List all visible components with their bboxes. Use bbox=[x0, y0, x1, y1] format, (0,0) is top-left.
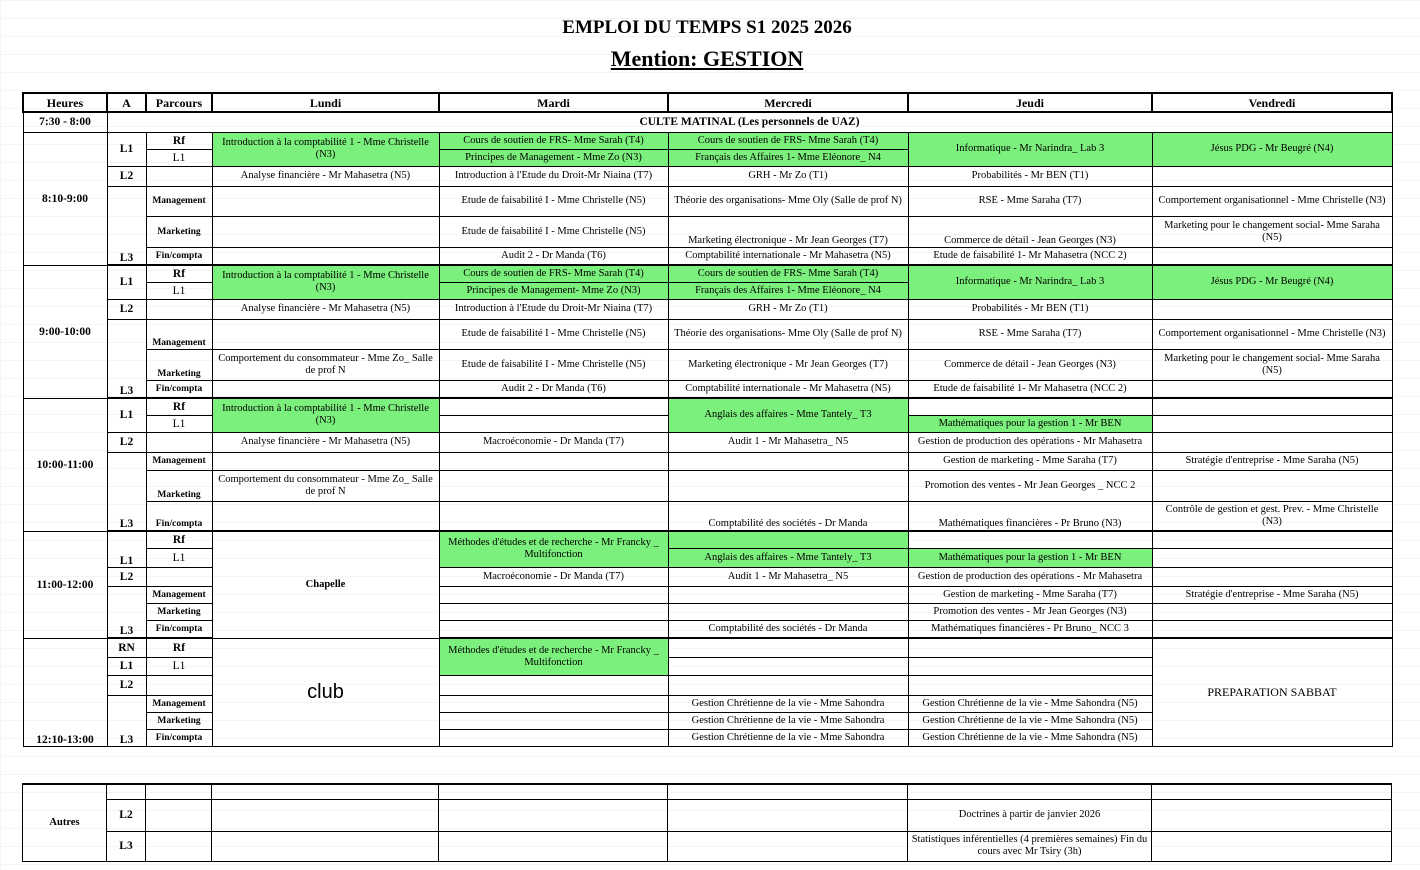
parcours-cell: L1 bbox=[146, 657, 212, 675]
course-cell: Etude de faisabilité I - Mme Christelle (N5) bbox=[439, 349, 668, 380]
parcours-cell: L1 bbox=[146, 415, 212, 432]
level-cell: L2 bbox=[107, 299, 146, 319]
parcours-cell: Management bbox=[146, 695, 212, 712]
course-cell: Français des Affaires 1- Mme Eléonore_ N4 bbox=[668, 282, 908, 299]
table-row bbox=[23, 831, 1392, 861]
parcours-cell bbox=[146, 675, 212, 695]
table-row bbox=[23, 638, 1392, 657]
course-cell: GRH - Mr Zo (T1) bbox=[668, 166, 908, 186]
course-cell: Probabilités - Mr BEN (T1) bbox=[908, 299, 1152, 319]
parcours-cell: L1 bbox=[146, 282, 212, 299]
table-row bbox=[23, 432, 1392, 452]
chapelle-cell: Chapelle bbox=[212, 531, 439, 638]
course-cell: Statistiques inférentielles (4 premières semaines) Fin du cours avec Mr Tsiry (3h) bbox=[908, 831, 1152, 861]
course-cell: Etude de faisabilité 1- Mr Mahasetra (NCC 2) bbox=[908, 247, 1152, 264]
level-cell: L3 bbox=[107, 695, 146, 746]
course-text: Méthodes d'études et de recherche - Mr Francky _ Multifonction bbox=[448, 644, 659, 668]
course-cell: Gestion de marketing - Mme Saraha (T7) bbox=[908, 452, 1152, 470]
course-cell: Etude de faisabilité 1- Mr Mahasetra (NCC 2) bbox=[908, 380, 1152, 397]
course-cell bbox=[668, 638, 908, 657]
course-cell: Etude de faisabilité I - Mme Christelle (N5) bbox=[439, 186, 668, 216]
level-cell: L2 bbox=[107, 432, 146, 452]
course-cell: RSE - Mme Saraha (T7) bbox=[908, 319, 1152, 349]
course-cell bbox=[439, 620, 668, 637]
course-cell bbox=[439, 695, 668, 712]
course-cell: Cours de soutien de FRS- Mme Sarah (T4) bbox=[439, 265, 668, 282]
course-cell: Anglais des affaires - Mme Tantely_ T3 bbox=[668, 398, 908, 432]
sabbat-cell: PREPARATION SABBAT bbox=[1152, 638, 1392, 746]
course-cell bbox=[212, 501, 439, 530]
course-cell: Analyse financière - Mr Mahasetra (N5) bbox=[212, 432, 439, 452]
table-row bbox=[23, 784, 1392, 799]
course-cell: Comptabilité internationale - Mr Mahasetra (N5) bbox=[668, 380, 908, 397]
course-cell bbox=[439, 531, 668, 567]
course-cell: Audit 1 - Mr Mahasetra_ N5 bbox=[668, 432, 908, 452]
course-cell bbox=[908, 531, 1152, 548]
table-row bbox=[23, 501, 1392, 530]
course-cell bbox=[439, 398, 668, 415]
course-cell: Analyse financière - Mr Mahasetra (N5) bbox=[212, 166, 439, 186]
course-cell: Etude de faisabilité I - Mme Christelle (N5) bbox=[439, 216, 668, 247]
course-cell bbox=[668, 675, 908, 695]
course-cell bbox=[908, 638, 1152, 657]
course-cell: Principes de Management - Mme Zo (N3) bbox=[439, 149, 668, 166]
course-cell: Introduction à l'Etude du Droit-Mr Niaina (T7) bbox=[439, 299, 668, 319]
course-cell: Théorie des organisations- Mme Oly (Salle de prof N) bbox=[668, 319, 908, 349]
course-cell bbox=[439, 712, 668, 729]
course-cell bbox=[1152, 432, 1392, 452]
course-cell: Commerce de détail - Jean Georges (N3) bbox=[908, 216, 1152, 247]
course-cell bbox=[439, 452, 668, 470]
course-cell: Gestion de production des opérations - Mr Mahasetra bbox=[908, 567, 1152, 586]
course-cell bbox=[212, 216, 439, 247]
level-cell: L3 bbox=[107, 452, 146, 530]
parcours-cell bbox=[146, 432, 212, 452]
table-row bbox=[23, 247, 1392, 264]
table-row bbox=[23, 452, 1392, 470]
course-cell bbox=[439, 586, 668, 603]
club-cell: club bbox=[212, 638, 439, 746]
autres-table bbox=[22, 783, 1392, 862]
parcours-cell: Rf bbox=[146, 398, 212, 415]
level-cell: RN bbox=[107, 638, 146, 657]
header-parcours: Parcours bbox=[146, 93, 212, 112]
course-cell: Introduction à l'Etude du Droit-Mr Niaina (T7) bbox=[439, 166, 668, 186]
course-cell: Mathématiques pour la gestion 1 - Mr BEN bbox=[908, 548, 1152, 567]
parcours-cell: Marketing bbox=[146, 712, 212, 729]
course-cell: Contrôle de gestion et gest. Prev. - Mme Christelle (N3) bbox=[1152, 501, 1392, 530]
parcours-cell: Marketing bbox=[146, 216, 212, 247]
culte-row bbox=[23, 112, 1392, 132]
course-cell bbox=[439, 501, 668, 530]
course-cell bbox=[1152, 548, 1392, 567]
culte-cell: CULTE MATINAL (Les personnels de UAZ) bbox=[107, 112, 1392, 132]
course-cell bbox=[1152, 415, 1392, 432]
level-cell: L3 bbox=[107, 586, 146, 637]
course-cell: Comptabilité des sociétés - Dr Manda bbox=[668, 620, 908, 637]
course-cell: Doctrines à partir de janvier 2026 bbox=[908, 799, 1152, 831]
course-cell bbox=[668, 452, 908, 470]
course-cell bbox=[1152, 603, 1392, 620]
course-cell bbox=[908, 398, 1152, 415]
course-cell bbox=[212, 380, 439, 397]
parcours-cell: Marketing bbox=[146, 470, 212, 501]
autres-label: Autres bbox=[23, 784, 107, 861]
course-cell bbox=[1152, 398, 1392, 415]
course-cell bbox=[212, 247, 439, 264]
header-mercredi: Mercredi bbox=[668, 93, 908, 112]
course-cell: Gestion Chrétienne de la vie - Mme Sahondra bbox=[668, 695, 908, 712]
parcours-cell: Marketing bbox=[146, 603, 212, 620]
table-row bbox=[23, 470, 1392, 501]
parcours-cell bbox=[146, 166, 212, 186]
level-cell: L3 bbox=[107, 319, 146, 397]
course-cell: Stratégie d'entreprise - Mme Saraha (N5) bbox=[1152, 452, 1392, 470]
course-cell: Cours de soutien de FRS- Mme Sarah (T4) bbox=[668, 132, 908, 149]
course-cell: Marketing pour le changement social- Mme Saraha (N5) bbox=[1152, 349, 1392, 380]
course-text: Comportement du consommateur - Mme Zo_ Salle de prof N bbox=[218, 352, 433, 376]
table-row bbox=[23, 531, 1392, 548]
course-cell bbox=[908, 657, 1152, 675]
table-row bbox=[23, 186, 1392, 216]
table-row bbox=[23, 265, 1392, 282]
time-cell: 10:00-11:00 bbox=[23, 398, 107, 531]
parcours-cell: Management bbox=[146, 586, 212, 603]
course-cell: Cours de soutien de FRS- Mme Sarah (T4) bbox=[439, 132, 668, 149]
header-annee: A bbox=[107, 93, 146, 112]
course-cell bbox=[668, 586, 908, 603]
table-row bbox=[23, 299, 1392, 319]
course-cell bbox=[439, 470, 668, 501]
course-cell bbox=[1152, 247, 1392, 264]
course-cell bbox=[1152, 470, 1392, 501]
course-cell bbox=[212, 349, 439, 380]
time-cell: 11:00-12:00 bbox=[23, 531, 107, 638]
course-cell bbox=[212, 186, 439, 216]
table-row bbox=[23, 380, 1392, 397]
parcours-cell: Fin/compta bbox=[146, 380, 212, 397]
parcours-cell: Fin/compta bbox=[146, 501, 212, 530]
course-cell: Jésus PDG - Mr Beugré (N4) bbox=[1152, 265, 1392, 299]
header-jeudi: Jeudi bbox=[908, 93, 1152, 112]
level-cell: L2 bbox=[107, 166, 146, 186]
course-cell: Comportement organisationnel - Mme Christelle (N3) bbox=[1152, 319, 1392, 349]
table-row bbox=[23, 799, 1392, 831]
course-cell: Principes de Management- Mme Zo (N3) bbox=[439, 282, 668, 299]
course-cell: Mathématiques financières - Pr Bruno (N3) bbox=[908, 501, 1152, 530]
course-cell: Comptabilité internationale - Mr Mahasetra (N5) bbox=[668, 247, 908, 264]
course-cell: Gestion Chrétienne de la vie - Mme Sahondra bbox=[668, 729, 908, 746]
parcours-cell: Rf bbox=[146, 132, 212, 149]
course-cell: Gestion Chrétienne de la vie - Mme Sahondra bbox=[668, 712, 908, 729]
table-row bbox=[23, 398, 1392, 415]
course-cell: Promotion des ventes - Mr Jean Georges (N3) bbox=[908, 603, 1152, 620]
course-cell: Gestion Chrétienne de la vie - Mme Sahondra (N5) bbox=[908, 695, 1152, 712]
course-text: Méthodes d'études et de recherche - Mr Francky _ Multifonction bbox=[448, 537, 659, 560]
level-cell: L2 bbox=[107, 675, 146, 695]
course-cell: Théorie des organisations- Mme Oly (Salle de prof N) bbox=[668, 186, 908, 216]
course-cell: Audit 2 - Dr Manda (T6) bbox=[439, 247, 668, 264]
course-cell bbox=[439, 729, 668, 746]
level-cell: L1 bbox=[107, 657, 146, 675]
course-cell: Macroéconomie - Dr Manda (T7) bbox=[439, 567, 668, 586]
course-cell: Gestion Chrétienne de la vie - Mme Sahondra (N5) bbox=[908, 712, 1152, 729]
course-cell bbox=[1152, 166, 1392, 186]
parcours-cell: Fin/compta bbox=[146, 729, 212, 746]
table-row bbox=[23, 319, 1392, 349]
course-cell: Macroéconomie - Dr Manda (T7) bbox=[439, 432, 668, 452]
course-cell bbox=[1152, 620, 1392, 637]
time-cell: 12:10-13:00 bbox=[23, 638, 107, 746]
course-cell: Jésus PDG - Mr Beugré (N4) bbox=[1152, 132, 1392, 166]
course-cell: Gestion de marketing - Mme Saraha (T7) bbox=[908, 586, 1152, 603]
course-cell: Français des Affaires 1- Mme Eléonore_ N4 bbox=[668, 149, 908, 166]
course-cell: Probabilités - Mr BEN (T1) bbox=[908, 166, 1152, 186]
parcours-cell: Rf bbox=[146, 531, 212, 548]
level-cell: L3 bbox=[107, 831, 146, 861]
course-cell: Introduction à la comptabilité 1 - Mme Christelle (N3) bbox=[212, 132, 439, 166]
course-cell: Marketing pour le changement social- Mme Saraha (N5) bbox=[1152, 216, 1392, 247]
course-cell bbox=[668, 603, 908, 620]
page-title: EMPLOI DU TEMPS S1 2025 2026 bbox=[562, 17, 852, 38]
course-cell: GRH - Mr Zo (T1) bbox=[668, 299, 908, 319]
course-cell bbox=[439, 603, 668, 620]
timetable bbox=[22, 92, 1393, 747]
course-cell bbox=[668, 657, 908, 675]
course-cell: Marketing électronique - Mr Jean Georges (T7) bbox=[668, 216, 908, 247]
course-cell: RSE - Mme Saraha (T7) bbox=[908, 186, 1152, 216]
course-cell bbox=[1152, 380, 1392, 397]
table-row bbox=[23, 132, 1392, 149]
parcours-cell: Management bbox=[146, 452, 212, 470]
parcours-cell: Management bbox=[146, 319, 212, 349]
course-cell bbox=[439, 638, 668, 675]
header-heures: Heures bbox=[23, 93, 107, 112]
parcours-cell: Rf bbox=[146, 638, 212, 657]
header-row bbox=[23, 93, 1392, 112]
level-cell: L2 bbox=[107, 799, 146, 831]
course-cell: Mathématiques financières - Pr Bruno_ NCC 3 bbox=[908, 620, 1152, 637]
course-cell bbox=[668, 531, 908, 548]
page-subtitle: Mention: GESTION bbox=[610, 46, 804, 71]
level-cell: L1 bbox=[107, 265, 146, 299]
time-cell: 7:30 - 8:00 bbox=[23, 112, 107, 132]
course-cell bbox=[668, 470, 908, 501]
parcours-cell bbox=[146, 299, 212, 319]
course-cell: Anglais des affaires - Mme Tantely_ T3 bbox=[668, 548, 908, 567]
header-lundi: Lundi bbox=[212, 93, 439, 112]
parcours-cell: Fin/compta bbox=[146, 620, 212, 637]
course-cell: Comportement du consommateur - Mme Zo_ Salle de prof N bbox=[212, 470, 439, 501]
course-cell: Audit 2 - Dr Manda (T6) bbox=[439, 380, 668, 397]
parcours-cell: Management bbox=[146, 186, 212, 216]
level-cell: L1 bbox=[107, 398, 146, 432]
time-cell: 8:10-9:00 bbox=[23, 132, 107, 265]
level-cell: L2 bbox=[107, 567, 146, 586]
course-cell bbox=[212, 319, 439, 349]
parcours-cell bbox=[146, 567, 212, 586]
course-cell: Stratégie d'entreprise - Mme Saraha (N5) bbox=[1152, 586, 1392, 603]
course-cell bbox=[212, 452, 439, 470]
course-cell: Gestion Chrétienne de la vie - Mme Sahondra (N5) bbox=[908, 729, 1152, 746]
header-vendredi: Vendredi bbox=[1152, 93, 1392, 112]
course-cell: Commerce de détail - Jean Georges (N3) bbox=[908, 349, 1152, 380]
table-row bbox=[23, 216, 1392, 247]
level-cell: L1 bbox=[107, 132, 146, 166]
header-mardi: Mardi bbox=[439, 93, 668, 112]
level-cell: L3 bbox=[107, 186, 146, 264]
course-cell bbox=[908, 675, 1152, 695]
course-cell: Analyse financière - Mr Mahasetra (N5) bbox=[212, 299, 439, 319]
course-cell: Etude de faisabilité I - Mme Christelle (N5) bbox=[439, 319, 668, 349]
parcours-cell: L1 bbox=[146, 548, 212, 567]
parcours-cell: L1 bbox=[146, 149, 212, 166]
course-cell: Informatique - Mr Narindra_ Lab 3 bbox=[908, 132, 1152, 166]
course-cell: Comptabilité des sociétés - Dr Manda bbox=[668, 501, 908, 530]
course-cell: Cours de soutien de FRS- Mme Sarah (T4) bbox=[668, 265, 908, 282]
course-cell: Introduction à la comptabilité 1 - Mme Christelle (N3) bbox=[212, 265, 439, 299]
course-cell: Comportement organisationnel - Mme Christelle (N3) bbox=[1152, 186, 1392, 216]
course-cell bbox=[1152, 531, 1392, 548]
course-cell bbox=[439, 415, 668, 432]
course-cell: Promotion des ventes - Mr Jean Georges _ NCC 2 bbox=[908, 470, 1152, 501]
course-cell bbox=[1152, 567, 1392, 586]
parcours-cell: Fin/compta bbox=[146, 247, 212, 264]
table-row bbox=[23, 166, 1392, 186]
parcours-cell: Marketing bbox=[146, 349, 212, 380]
table-row bbox=[23, 349, 1392, 380]
time-cell: 9:00-10:00 bbox=[23, 265, 107, 398]
parcours-cell: Rf bbox=[146, 265, 212, 282]
course-cell: Informatique - Mr Narindra_ Lab 3 bbox=[908, 265, 1152, 299]
course-cell bbox=[439, 675, 668, 695]
course-cell: Audit 1 - Mr Mahasetra_ N5 bbox=[668, 567, 908, 586]
course-cell: Gestion de production des opérations - Mr Mahasetra bbox=[908, 432, 1152, 452]
course-cell bbox=[1152, 299, 1392, 319]
course-cell: Introduction à la comptabilité 1 - Mme Christelle (N3) bbox=[212, 398, 439, 432]
level-cell: L1 bbox=[107, 531, 146, 567]
course-cell: Marketing électronique - Mr Jean Georges (T7) bbox=[668, 349, 908, 380]
course-cell: Mathématiques pour la gestion 1 - Mr BEN bbox=[908, 415, 1152, 432]
